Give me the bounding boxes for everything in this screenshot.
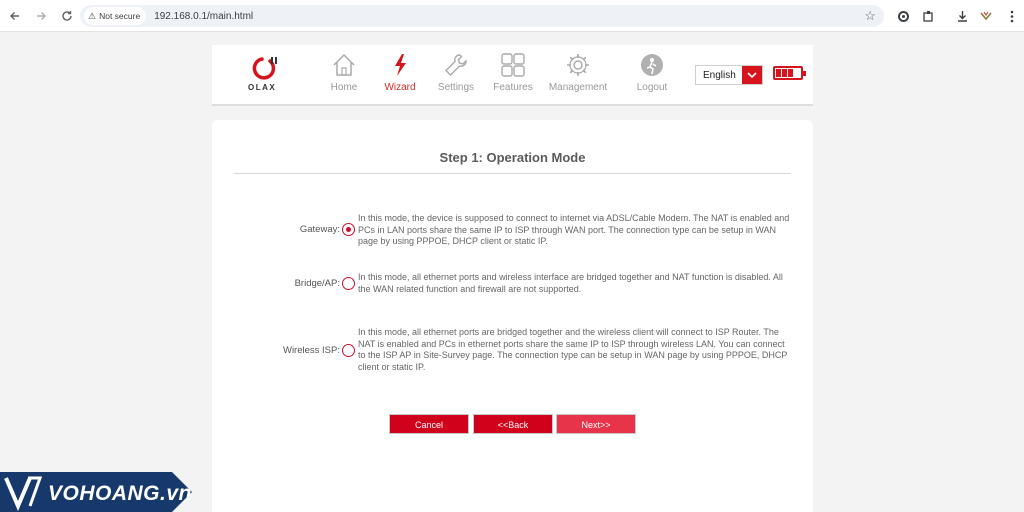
nav-management[interactable] — [546, 52, 610, 93]
battery-icon — [773, 66, 803, 80]
nav-settings[interactable] — [424, 52, 488, 93]
security-chip[interactable] — [84, 7, 146, 25]
mode-label-gateway: Gateway: — [299, 224, 340, 235]
mode-label-wireless-isp: Wireless ISP: — [282, 345, 340, 356]
gear-icon — [565, 52, 591, 78]
router-header — [212, 45, 813, 106]
security-label: Not secure — [99, 11, 141, 21]
bookmark-star-icon[interactable]: ☆ — [864, 8, 876, 23]
page-title: Step 1: Operation Mode — [439, 150, 586, 165]
back-arrow-icon[interactable] — [3, 4, 27, 28]
watermark-logo — [0, 472, 192, 512]
chevron-down-icon[interactable] — [742, 66, 762, 84]
mode-desc-bridge: In this mode, all ethernet ports and wireless interface are bridged together and NAT function is disabled. All the WAN related function and firewall are not supported. — [358, 272, 783, 294]
nav-home-label: Home — [330, 82, 358, 93]
nav-logout-label: Logout — [636, 82, 668, 93]
mode-desc-wireless-isp: In this mode, all ethernet ports are bridged together and the wireless client will connect to ISP Router. The NAT is enabled and PCs in ethernet ports share the same IP to ISP through wireless LAN. You can connect to the ISP AP in Site-Survey page. The connection type can be setup in WAN page by using PPPOE, DHCP client or static IP. — [358, 327, 788, 372]
battery-bar — [776, 69, 781, 77]
nav-logout[interactable] — [620, 52, 684, 93]
language-value: English — [703, 69, 736, 81]
browser-toolbar — [0, 0, 1024, 32]
extensions-puzzle-icon[interactable] — [918, 6, 938, 26]
wizard-panel — [212, 120, 813, 512]
battery-cap — [803, 71, 806, 76]
home-icon — [331, 52, 357, 78]
reload-icon[interactable] — [55, 4, 79, 28]
logo-text: OLAX — [248, 83, 277, 92]
mode-desc-gateway: In this mode, the device is supposed to connect to internet via ADSL/Cable Modem. The NAT is enabled and PCs in LAN ports share the same IP to ISP through WAN port. The connection type can be setup in WAN page by using PPPOE, DHCP client or static IP. — [358, 213, 790, 246]
menu-dots-icon[interactable] — [1002, 6, 1022, 26]
battery-bar — [782, 69, 787, 77]
title-divider — [234, 173, 791, 174]
wizard-icon — [387, 52, 413, 78]
address-bar[interactable] — [80, 5, 884, 27]
download-icon[interactable] — [952, 6, 972, 26]
battery-bar — [788, 69, 793, 77]
radio-gateway[interactable] — [342, 223, 355, 236]
nav-management-label: Management — [548, 82, 608, 93]
svg-text:VOHOANG.vn: VOHOANG.vn — [48, 482, 192, 505]
radio-bridge[interactable] — [342, 277, 355, 290]
nav-settings-label: Settings — [437, 82, 475, 93]
radio-wireless-isp[interactable] — [342, 344, 355, 357]
language-select[interactable] — [695, 65, 763, 85]
forward-arrow-icon[interactable] — [29, 4, 53, 28]
next-button[interactable]: Next>> — [556, 414, 636, 434]
nav-features[interactable] — [481, 52, 545, 93]
cancel-button[interactable]: Cancel — [389, 414, 469, 434]
grid-icon — [500, 52, 526, 78]
back-button[interactable]: <<Back — [473, 414, 553, 434]
wrench-icon — [443, 52, 469, 78]
nav-home[interactable] — [312, 52, 376, 93]
nav-features-label: Features — [493, 82, 533, 93]
extension-sync-icon[interactable] — [893, 6, 913, 26]
warning-icon: ⚠ — [88, 10, 97, 21]
nav-wizard-label: Wizard — [384, 82, 416, 93]
nav-wizard[interactable] — [368, 52, 432, 93]
mode-label-bridge: Bridge/AP: — [294, 278, 340, 289]
logout-icon — [639, 52, 665, 78]
profile-avatar-icon[interactable] — [976, 6, 996, 26]
url-text: 192.168.0.1/main.html — [154, 10, 254, 22]
